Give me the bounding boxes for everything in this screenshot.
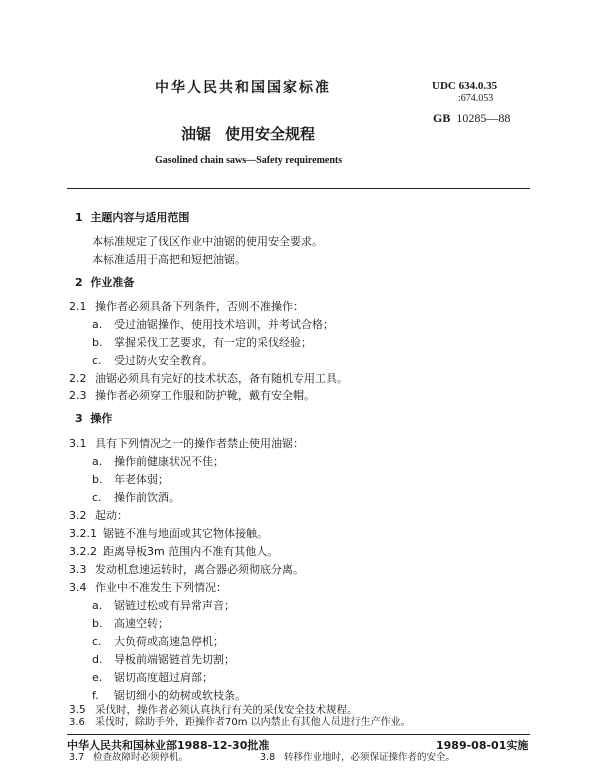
section-3-number: 3	[75, 412, 83, 425]
list-text: 高速空转；	[114, 617, 169, 630]
bottom-rule	[67, 734, 530, 735]
clause-3-3	[69, 563, 304, 577]
clause-text: 操作者必须具备下列条件，否则不准操作：	[95, 300, 304, 313]
clause-3-2-1	[69, 527, 268, 541]
list-item-3-1-c	[92, 491, 180, 505]
english-title: Gasolined chain saws—Safety requirements	[155, 155, 343, 166]
clause-2-3	[69, 389, 315, 403]
list-text: 掌握采伐工艺要求，有一定的采伐经验；	[114, 336, 312, 349]
clause-3-6	[69, 717, 411, 729]
gb-number	[433, 111, 510, 126]
clause-number: 3.3	[69, 563, 87, 576]
gb-prefix: GB	[433, 111, 451, 125]
clause-2-2	[69, 372, 348, 386]
list-label: f.	[92, 689, 99, 702]
list-label: b.	[92, 617, 103, 630]
section-1-paragraph-2: 本标准适用于高把和短把油锯。	[92, 253, 246, 266]
udc-code: UDC 634.0.35	[432, 80, 498, 92]
clause-3-4	[69, 581, 227, 595]
list-label: c.	[92, 491, 102, 504]
list-label: e.	[92, 671, 103, 684]
list-label: b.	[92, 336, 103, 349]
section-2-number: 2	[75, 276, 83, 289]
clause-number: 2.2	[69, 372, 87, 385]
clause-text: 具有下列情况之一的操作者禁止使用油锯：	[95, 437, 304, 450]
list-label: c.	[92, 354, 102, 367]
list-text: 锯链过松或有异常声音；	[114, 599, 235, 612]
section-3-heading	[75, 412, 112, 426]
clause-number: 3.2.1	[69, 527, 97, 540]
list-item-3-4-a	[92, 599, 235, 613]
clause-text: 起动：	[95, 509, 128, 522]
section-1-heading	[75, 211, 189, 225]
clause-3-5	[69, 703, 358, 717]
list-label: d.	[92, 653, 103, 666]
clause-text: 锯链不准与地面或其它物体接触。	[103, 527, 268, 540]
clause-text: 距离导板3m 范围内不准有其他人。	[103, 545, 279, 558]
list-text: 受过防火安全教育。	[114, 354, 213, 367]
list-label: a.	[92, 599, 103, 612]
clause-text: 检查故障时必须停机。	[93, 752, 189, 763]
clause-number: 3.1	[69, 437, 87, 450]
standard-title: 中华人民共和国国家标准	[155, 80, 331, 96]
clause-3-1	[69, 437, 304, 451]
section-3-title: 操作	[90, 412, 113, 425]
clause-3-7	[69, 752, 188, 763]
clause-number: 2.1	[69, 300, 87, 313]
clause-text: 采伐时，除助手外，距操作者70m 以内禁止有其他人员进行生产作业。	[95, 717, 411, 728]
document-title-part1: 油锯	[181, 125, 212, 143]
list-label: a.	[92, 318, 103, 331]
top-rule	[67, 188, 530, 189]
clause-2-1	[69, 300, 304, 314]
clause-number: 3.5	[69, 704, 86, 716]
section-2-title: 作业准备	[90, 276, 135, 289]
list-label: c.	[92, 635, 102, 648]
section-2-heading	[75, 276, 134, 290]
clause-text: 采伐时，操作者必须认真执行有关的采伐安全技术规程。	[95, 704, 358, 716]
clause-number: 3.4	[69, 581, 87, 594]
document-title-part2: 使用安全规程	[225, 125, 316, 143]
list-text: 操作前饮酒。	[114, 491, 180, 504]
clause-3-2	[69, 509, 128, 523]
udc-subcode: :674.053	[458, 93, 494, 104]
section-1-title: 主题内容与适用范围	[90, 211, 190, 224]
list-item-2-1-c	[92, 354, 213, 368]
clause-3-2-2	[69, 545, 278, 559]
list-label: a.	[92, 455, 103, 468]
section-1-number: 1	[75, 211, 83, 224]
list-label: b.	[92, 473, 103, 486]
list-text: 导板前端锯链首先切割；	[114, 653, 235, 666]
implementation-date: 1989-08-01实施	[436, 739, 529, 752]
list-text: 操作前健康状况不佳；	[114, 455, 224, 468]
list-item-3-4-d	[92, 653, 235, 667]
list-text: 年老体弱；	[114, 473, 169, 486]
clause-text: 油锯必须具有完好的技术状态，备有随机专用工具。	[95, 372, 348, 385]
list-item-3-4-e	[92, 671, 213, 685]
clause-text: 发动机怠速运转时，离合器必须彻底分离。	[95, 563, 304, 576]
list-text: 大负荷或高速急停机；	[114, 635, 224, 648]
list-item-2-1-b	[92, 336, 312, 350]
clause-3-8	[260, 752, 455, 763]
clause-number: 3.6	[69, 717, 85, 728]
clause-text: 作业中不准发生下列情况：	[95, 581, 227, 594]
clause-number: 3.2.2	[69, 545, 97, 558]
clause-text: 转移作业地时，必须保证操作者的安全。	[284, 752, 456, 763]
list-item-3-4-b	[92, 617, 169, 631]
approval-note: 中华人民共和国林业部1988-12-30批准	[67, 739, 270, 752]
gb-number-value: 10285—88	[456, 111, 511, 125]
list-item-3-1-a	[92, 455, 224, 469]
clause-number: 3.2	[69, 509, 87, 522]
clause-number: 3.8	[260, 752, 276, 763]
clause-text: 操作者必须穿工作服和防护靴，戴有安全帽。	[95, 389, 315, 402]
section-1-paragraph-1: 本标准规定了伐区作业中油锯的使用安全要求。	[92, 235, 323, 248]
list-item-3-4-c	[92, 635, 224, 649]
list-text: 锯切细小的幼树或软枝条。	[114, 689, 246, 702]
list-item-3-1-b	[92, 473, 169, 487]
clause-number: 3.7	[69, 752, 85, 763]
clause-number: 2.3	[69, 389, 87, 402]
list-text: 锯切高度超过肩部；	[114, 671, 213, 684]
list-item-3-4-f	[92, 689, 246, 703]
list-item-2-1-a	[92, 318, 334, 332]
list-text: 受过油锯操作、使用技术培训，并考试合格；	[114, 318, 334, 331]
document-title	[181, 123, 315, 144]
